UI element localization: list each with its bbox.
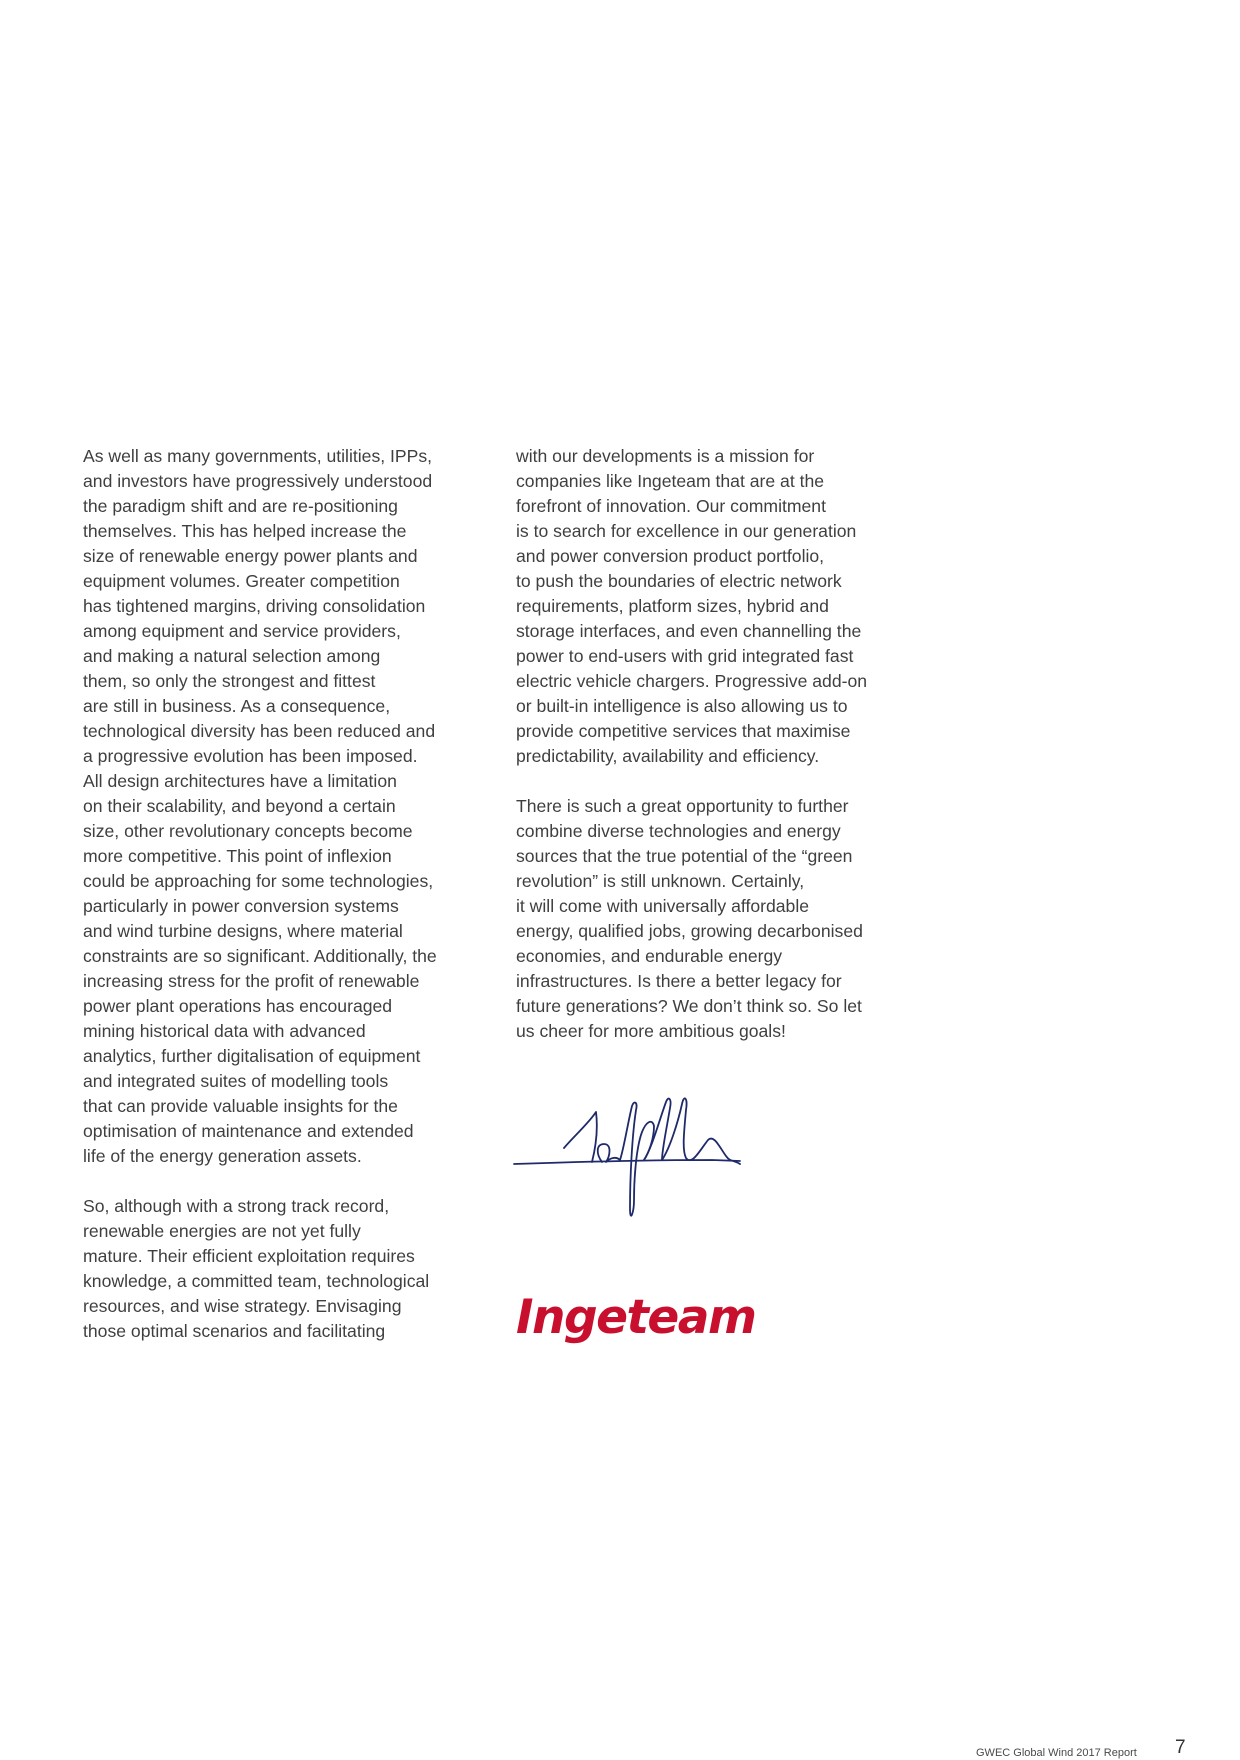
text-line: a progressive evolution has been imposed. bbox=[83, 746, 418, 766]
signature-image bbox=[512, 1088, 757, 1238]
text-line: constraints are so significant. Additionally, the bbox=[83, 946, 437, 966]
text-line: technological diversity has been reduced and bbox=[83, 721, 436, 741]
text-line: size, other revolutionary concepts become bbox=[83, 821, 413, 841]
text-line: combine diverse technologies and energy bbox=[516, 821, 841, 841]
text-line: requirements, platform sizes, hybrid and bbox=[516, 596, 829, 616]
text-line: storage interfaces, and even channelling the bbox=[516, 621, 862, 641]
text-line: those optimal scenarios and facilitating bbox=[83, 1321, 386, 1341]
left-paragraph-2 bbox=[83, 1194, 483, 1344]
left-text-column bbox=[83, 444, 483, 1344]
text-line: future generations? We don’t think so. So let bbox=[516, 996, 862, 1016]
text-line: the paradigm shift and are re-positioning bbox=[83, 496, 398, 516]
ingeteam-logo: Ingeteam bbox=[516, 1290, 756, 1345]
text-line: themselves. This has helped increase the bbox=[83, 521, 407, 541]
text-line: or built-in intelligence is also allowing us to bbox=[516, 696, 848, 716]
text-line: and making a natural selection among bbox=[83, 646, 381, 666]
text-line: increasing stress for the profit of renewable bbox=[83, 971, 420, 991]
paragraph-gap bbox=[516, 769, 916, 794]
text-line: and investors have progressively understood bbox=[83, 471, 433, 491]
text-line: optimisation of maintenance and extended bbox=[83, 1121, 414, 1141]
text-line: resources, and wise strategy. Envisaging bbox=[83, 1296, 402, 1316]
text-line: particularly in power conversion systems bbox=[83, 896, 399, 916]
text-line: is to search for excellence in our generation bbox=[516, 521, 857, 541]
text-line: life of the energy generation assets. bbox=[83, 1146, 362, 1166]
text-line: and integrated suites of modelling tools bbox=[83, 1071, 389, 1091]
text-line: revolution” is still unknown. Certainly, bbox=[516, 871, 805, 891]
text-line: it will come with universally affordable bbox=[516, 896, 810, 916]
text-line: sources that the true potential of the “green bbox=[516, 846, 853, 866]
text-line: renewable energies are not yet fully bbox=[83, 1221, 361, 1241]
text-line: infrastructures. Is there a better legacy for bbox=[516, 971, 842, 991]
text-line: companies like Ingeteam that are at the bbox=[516, 471, 825, 491]
text-line: that can provide valuable insights for the bbox=[83, 1096, 398, 1116]
text-line: provide competitive services that maximise bbox=[516, 721, 851, 741]
text-line: among equipment and service providers, bbox=[83, 621, 401, 641]
text-line: mature. Their efficient exploitation requires bbox=[83, 1246, 415, 1266]
text-line: with our developments is a mission for bbox=[516, 446, 815, 466]
text-line: more competitive. This point of inflexion bbox=[83, 846, 392, 866]
text-line: As well as many governments, utilities, IPPs, bbox=[83, 446, 433, 466]
text-line: us cheer for more ambitious goals! bbox=[516, 1021, 786, 1041]
text-line: and power conversion product portfolio, bbox=[516, 546, 825, 566]
text-line: equipment volumes. Greater competition bbox=[83, 571, 400, 591]
paragraph-gap bbox=[83, 1169, 483, 1194]
text-line: knowledge, a committed team, technological bbox=[83, 1271, 430, 1291]
text-line: power plant operations has encouraged bbox=[83, 996, 393, 1016]
text-line: on their scalability, and beyond a certain bbox=[83, 796, 396, 816]
text-line: All design architectures have a limitation bbox=[83, 771, 397, 791]
text-line: and wind turbine designs, where material bbox=[83, 921, 403, 941]
footer-report-title: GWEC Global Wind 2017 Report bbox=[976, 1747, 1137, 1759]
right-paragraph-2 bbox=[516, 794, 916, 1044]
text-line: forefront of innovation. Our commitment bbox=[516, 496, 826, 516]
text-line: to push the boundaries of electric network bbox=[516, 571, 842, 591]
text-line: them, so only the strongest and fittest bbox=[83, 671, 376, 691]
text-line: are still in business. As a consequence, bbox=[83, 696, 391, 716]
left-paragraph-1 bbox=[83, 444, 483, 1169]
text-line: There is such a great opportunity to further bbox=[516, 796, 849, 816]
text-line: predictability, availability and efficiency. bbox=[516, 746, 820, 766]
text-line: power to end-users with grid integrated fast bbox=[516, 646, 854, 666]
text-line: size of renewable energy power plants and bbox=[83, 546, 418, 566]
text-line: analytics, further digitalisation of equipment bbox=[83, 1046, 421, 1066]
right-paragraph-1 bbox=[516, 444, 916, 769]
text-line: energy, qualified jobs, growing decarbonised bbox=[516, 921, 863, 941]
text-line: electric vehicle chargers. Progressive add-on bbox=[516, 671, 868, 691]
text-line: could be approaching for some technologies, bbox=[83, 871, 434, 891]
right-text-column bbox=[516, 444, 916, 1044]
page-number: 7 bbox=[1175, 1737, 1186, 1758]
text-line: has tightened margins, driving consolidation bbox=[83, 596, 426, 616]
text-line: mining historical data with advanced bbox=[83, 1021, 366, 1041]
text-line: economies, and endurable energy bbox=[516, 946, 783, 966]
text-line: So, although with a strong track record, bbox=[83, 1196, 390, 1216]
